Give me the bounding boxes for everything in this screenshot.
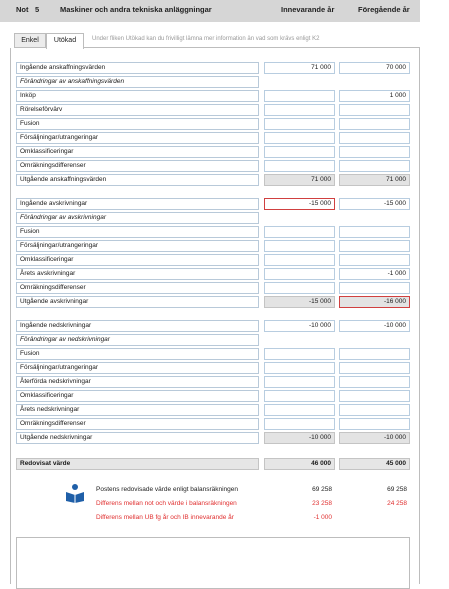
column-header-previous-year: Föregående år [358,5,410,14]
row-label: Förändringar av anskaffningsvärden [16,76,259,88]
current-year-input[interactable] [264,132,335,144]
info-balance-label: Postens redovisade värde enligt balansräkningen [96,486,239,493]
row-label: Årets avskrivningar [16,268,259,280]
row-label: Förändringar av nedskrivningar [16,334,259,346]
info-balance-previous: 69 258 [387,486,407,493]
previous-year-input[interactable] [339,160,410,172]
row-label: Förändringar av avskrivningar [16,212,259,224]
row-label: Rörelseförvärv [16,104,259,116]
info-ub-ib-label: Differens mellan UB fg år och IB innevarande år [96,514,234,521]
current-year-input[interactable] [264,226,335,238]
previous-year-input[interactable] [339,118,410,130]
previous-year-input[interactable] [339,362,410,374]
tab-utokad[interactable]: Utökad [46,33,84,49]
info-balance-current: 69 258 [312,486,332,493]
current-year-input[interactable] [264,390,335,402]
current-year-input[interactable] [264,160,335,172]
current-year-input[interactable] [264,104,335,116]
row-label: Omklassificeringar [16,254,259,266]
row-label: Omklassificeringar [16,146,259,158]
row-label: Omräkningsdifferenser [16,282,259,294]
current-year-input[interactable] [264,348,335,360]
total-previous-value: 45 000 [339,458,410,470]
current-year-input[interactable]: -15 000 [264,198,335,210]
current-year-input[interactable] [264,254,335,266]
note-label: Not [16,5,29,14]
comment-textarea[interactable] [16,537,410,589]
previous-year-input[interactable] [339,240,410,252]
previous-year-input[interactable]: 1 000 [339,90,410,102]
row-label: Återförda nedskrivningar [16,376,259,388]
row-label: Årets nedskrivningar [16,404,259,416]
previous-year-input[interactable] [339,418,410,430]
previous-year-input: 71 000 [339,174,410,186]
info-difference-previous: 24 258 [387,500,407,507]
info-difference-label: Differens mellan not och värde i balansräkningen [96,500,237,507]
previous-year-input[interactable] [339,348,410,360]
previous-year-input[interactable] [339,282,410,294]
previous-year-input[interactable] [339,376,410,388]
current-year-input[interactable] [264,268,335,280]
current-year-input: -10 000 [264,432,335,444]
current-year-input[interactable] [264,146,335,158]
row-label: Utgående avskrivningar [16,296,259,308]
previous-year-input[interactable]: -1 000 [339,268,410,280]
current-year-input[interactable] [264,240,335,252]
tab-enkel[interactable]: Enkel [14,33,46,48]
previous-year-input[interactable] [339,390,410,402]
current-year-input[interactable]: -10 000 [264,320,335,332]
previous-year-input[interactable] [339,254,410,266]
row-label: Utgående anskaffningsvärden [16,174,259,186]
row-label: Ingående avskrivningar [16,198,259,210]
row-label: Försäljningar/utrangeringar [16,132,259,144]
current-year-input[interactable] [264,404,335,416]
previous-year-input[interactable] [339,146,410,158]
previous-year-input: -16 000 [339,296,410,308]
note-number: 5 [35,5,40,14]
row-label: Fusion [16,226,259,238]
row-label: Fusion [16,348,259,360]
previous-year-input[interactable] [339,404,410,416]
current-year-input: 71 000 [264,174,335,186]
current-year-input: -15 000 [264,296,335,308]
previous-year-input[interactable]: 70 000 [339,62,410,74]
row-label: Omräkningsdifferenser [16,418,259,430]
current-year-input[interactable] [264,282,335,294]
total-current-value: 46 000 [264,458,335,470]
total-label: Redovisat värde [16,458,259,470]
previous-year-input[interactable] [339,132,410,144]
previous-year-input: -10 000 [339,432,410,444]
previous-year-input[interactable]: -15 000 [339,198,410,210]
current-year-input[interactable] [264,376,335,388]
note-header [0,0,420,22]
row-label: Försäljningar/utrangeringar [16,240,259,252]
row-label: Fusion [16,118,259,130]
row-label: Ingående anskaffningsvärden [16,62,259,74]
current-year-input[interactable] [264,90,335,102]
current-year-input[interactable] [264,418,335,430]
previous-year-input[interactable] [339,226,410,238]
info-difference-current: 23 258 [312,500,332,507]
previous-year-input[interactable]: -10 000 [339,320,410,332]
note-title: Maskiner och andra tekniska anläggningar [60,5,212,14]
row-label: Utgående nedskrivningar [16,432,259,444]
row-label: Försäljningar/utrangeringar [16,362,259,374]
info-ub-ib-current: -1 000 [313,514,332,521]
previous-year-input[interactable] [339,104,410,116]
row-label: Omklassificeringar [16,390,259,402]
reader-book-icon [64,483,86,503]
row-label: Omräkningsdifferenser [16,160,259,172]
current-year-input[interactable]: 71 000 [264,62,335,74]
row-label: Ingående nedskrivningar [16,320,259,332]
current-year-input[interactable] [264,362,335,374]
current-year-input[interactable] [264,118,335,130]
row-label: Inköp [16,90,259,102]
tab-info-text: Under fliken Utökad kan du frivilligt lämna mer information än vad som krävs enligt K2 [92,36,320,42]
column-header-current-year: Innevarande år [281,5,335,14]
